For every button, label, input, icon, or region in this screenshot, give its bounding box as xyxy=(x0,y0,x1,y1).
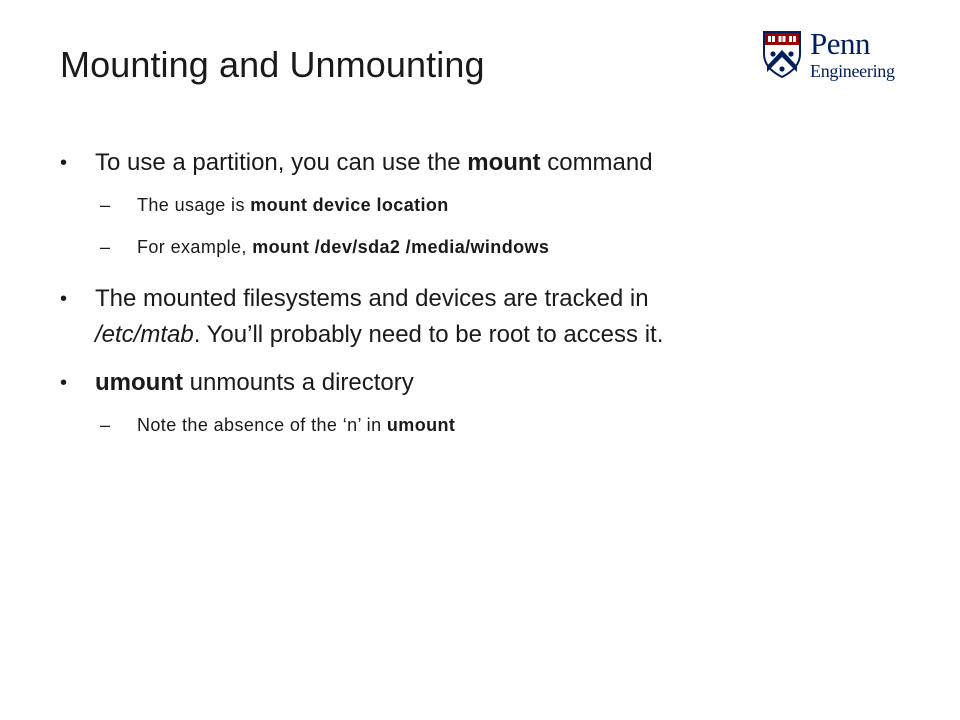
bullet-text: unmounts a directory xyxy=(182,369,414,396)
bullet-glyph: • xyxy=(60,288,68,310)
bullet-text-bold: mount xyxy=(467,149,541,176)
sub-bullet-text: Note the absence of the ‘n’ in xyxy=(137,415,387,435)
slide-content xyxy=(60,145,900,453)
dash-glyph: – xyxy=(100,195,111,215)
penn-engineering-logo xyxy=(762,26,922,90)
dash-glyph: – xyxy=(100,415,111,435)
bullet-glyph: • xyxy=(60,372,68,394)
bullet-text: . You’ll probably need to be root to access it. xyxy=(193,321,664,348)
bullet-text: To use a partition, you can use the xyxy=(95,149,468,176)
bullet-text: command xyxy=(540,149,653,176)
bullet-glyph: • xyxy=(60,152,68,174)
sub-bullet-text: For example, xyxy=(137,237,253,257)
bullet-text-italic: /etc/mtab xyxy=(95,321,194,348)
sub-bullet-text: The usage is xyxy=(137,195,251,215)
sub-bullet-item xyxy=(60,233,900,261)
penn-shield-icon xyxy=(762,30,802,78)
bullet-item xyxy=(60,365,900,401)
sub-bullet-text-bold: mount device location xyxy=(250,195,449,215)
dash-glyph: – xyxy=(100,237,111,257)
bullet-text-bold: umount xyxy=(95,369,183,396)
sub-bullet-text-bold: umount xyxy=(386,415,456,435)
sub-bullet-item xyxy=(60,411,900,439)
logo-wordmark-engineering: Engineering xyxy=(810,61,895,81)
bullet-item xyxy=(60,281,900,353)
logo-wordmark-penn: Penn xyxy=(810,26,870,61)
bullet-item xyxy=(60,145,900,181)
sub-bullet-item xyxy=(60,191,900,219)
bullet-text: The mounted filesystems and devices are tracked in xyxy=(95,285,649,312)
slide-title: Mounting and Unmounting xyxy=(60,44,485,85)
sub-bullet-text-bold: mount /dev/sda2 /media/windows xyxy=(252,237,550,257)
